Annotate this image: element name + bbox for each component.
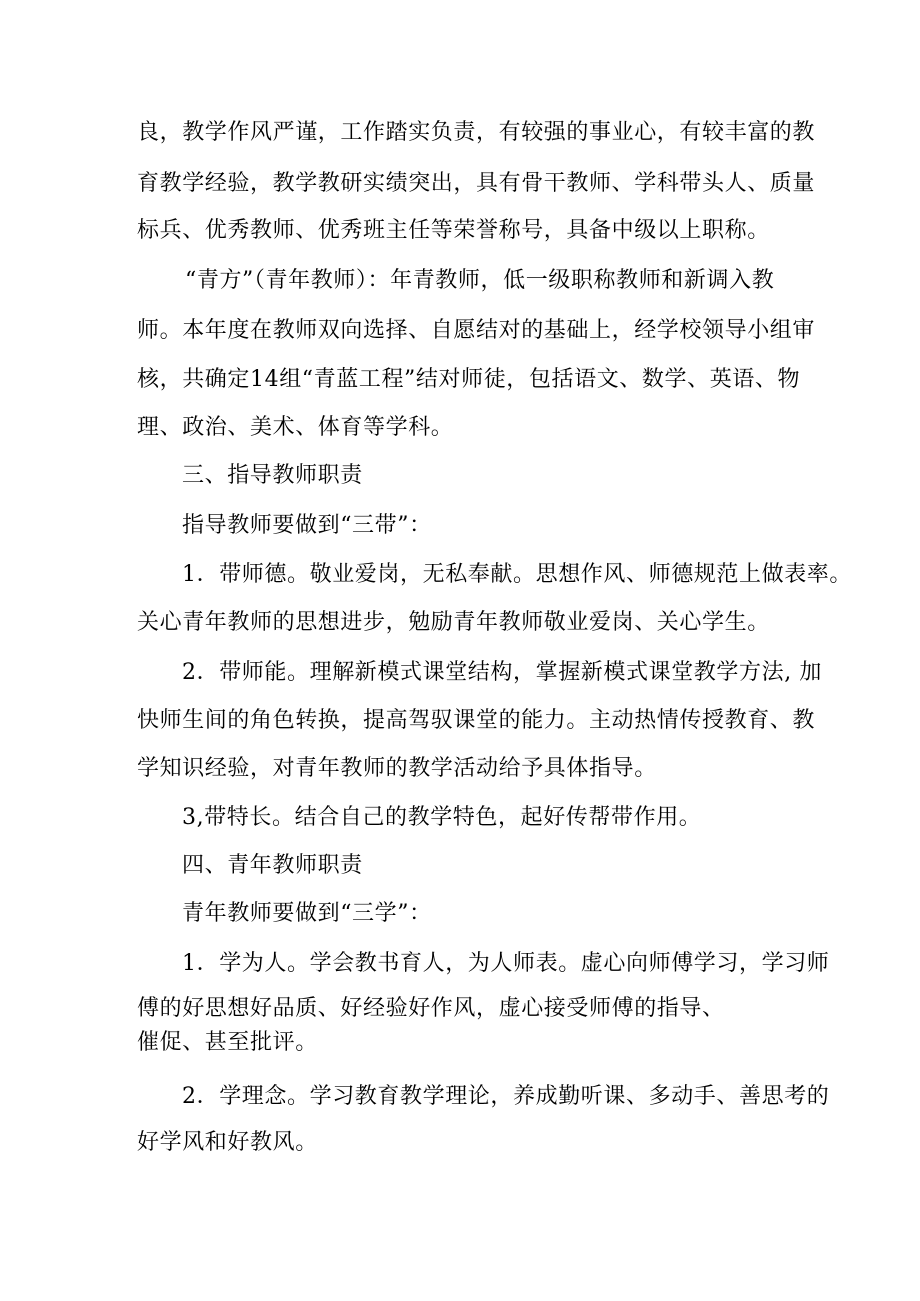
text-line: 傅的好思想好品质、好经验好作风，虚心接受师傅的指导、 — [137, 996, 725, 1021]
text-line: 核，共确定14组“青蓝工程”结对师徒，包括语文、数学、英语、物 — [137, 367, 801, 392]
text-line: 2．带师能。理解新模式课堂结构，掌握新模式课堂教学方法, 加 — [182, 660, 822, 685]
text-line: 青年教师要做到“三学”： — [182, 901, 432, 926]
text-line: 育教学经验，教学教研实绩突出，具有骨干教师、学科带头人、质量 — [137, 171, 816, 196]
text-line: 催促、甚至批评。 — [137, 1030, 318, 1055]
text-line: 学知识经验，对青年教师的教学活动给予具体指导。 — [137, 756, 657, 781]
text-line: 快师生间的角色转换，提高驾驭课堂的能力。主动热情传授教育、教 — [137, 708, 816, 733]
text-line: 理、政治、美术、体育等学科。 — [137, 415, 454, 440]
text-line: 3,带特长。结合自己的教学特色，起好传帮带作用。 — [182, 805, 702, 830]
text-line: 好学风和好教风。 — [137, 1130, 318, 1155]
text-line: 指导教师要做到“三带”： — [182, 513, 432, 538]
text-line: 1．带师德。敬业爱岗，无私奉献。思想作风、师德规范上做表率。 — [182, 562, 852, 587]
text-line: 关心青年教师的思想进步，勉励青年教师敬业爱岗、关心学生。 — [137, 610, 770, 635]
section-heading: 三、指导教师职责 — [182, 463, 363, 488]
text-line: 标兵、优秀教师、优秀班主任等荣誉称号，具备中级以上职称。 — [137, 218, 770, 243]
text-line: 2．学理念。学习教育教学理论，养成勤听课、多动手、善思考的 — [182, 1084, 830, 1109]
text-line: “青方”（青年教师）：年青教师，低一级职称教师和新调入教 — [185, 268, 775, 293]
text-line: 良，教学作风严谨，工作踏实负责，有较强的事业心，有较丰富的教 — [137, 120, 816, 145]
section-heading: 四、青年教师职责 — [182, 853, 363, 878]
text-line: 1．学为人。学会教书育人，为人师表。虚心向师傅学习，学习师 — [182, 951, 830, 976]
text-line: 师。本年度在教师双向选择、自愿结对的基础上，经学校领导小组审 — [137, 318, 816, 343]
